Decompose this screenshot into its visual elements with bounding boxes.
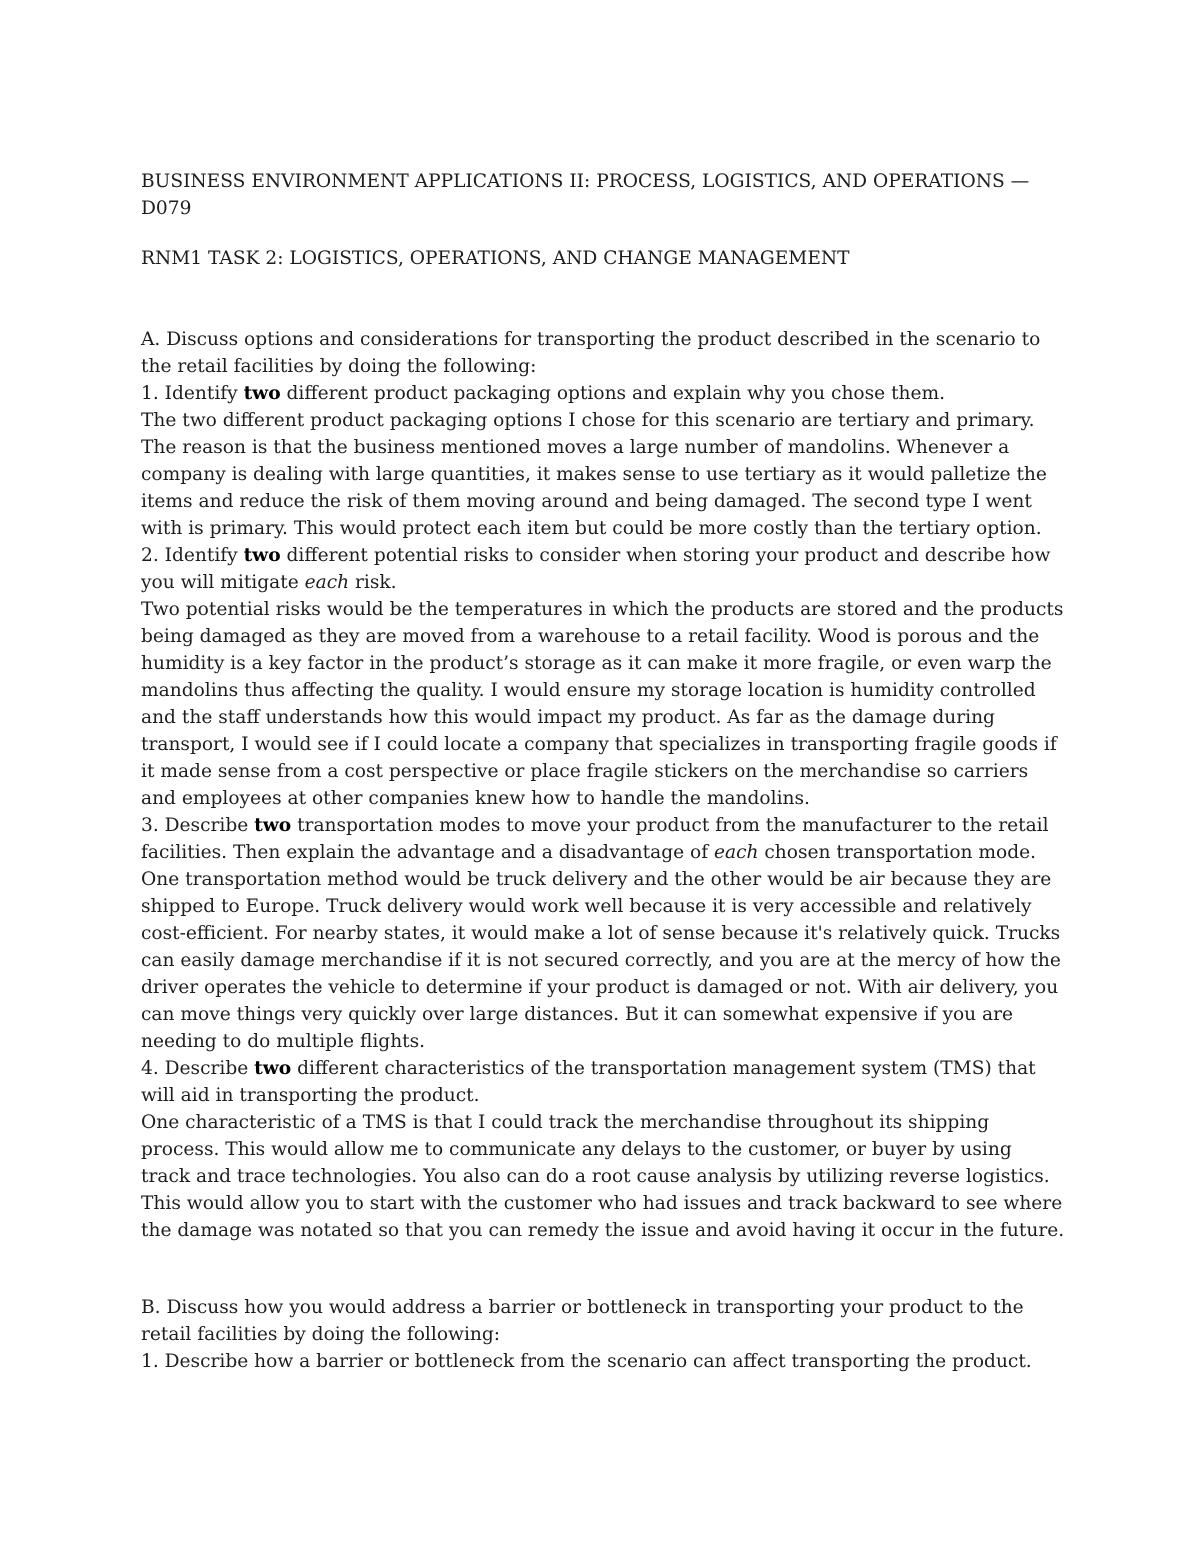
emphasis-two: two <box>243 545 281 566</box>
answer-a1: The two different product packaging options I chose for this scenario are tertiary and primary. The reason is that the business mentioned moves a large number of mandolins. Whenever a company is dealing with large quantities, it makes sense to use tertiary as it would palletize the items and reduce the risk of them moving around and being damaged. The second type I went with is primary. This would protect each item but could be more costly than the tertiary option. <box>141 410 1047 539</box>
question-a4: 4. Describe two different characteristics of the transportation management system (TMS) that will aid in transporting the product. <box>141 1058 1036 1106</box>
answer-a4: One characteristic of a TMS is that I could track the merchandise throughout its shipping process. This would allow me to communicate any delays to the customer, or buyer by using track and trace technologies. You also can do a root cause analysis by utilizing reverse logistics. This would allow you to start with the customer who had issues and track backward to see where the damage was notated so that you can remedy the issue and avoid having it occur in the future. <box>141 1112 1065 1241</box>
task-title: RNM1 TASK 2: LOGISTICS, OPERATIONS, AND CHANGE MANAGEMENT <box>141 248 850 269</box>
question-a1: 1. Identify two different product packaging options and explain why you chose them. <box>141 383 946 404</box>
emphasis-each: each <box>304 572 350 593</box>
question-a2: 2. Identify two different potential risks to consider when storing your product and describe how you will mitigate each risk. <box>141 545 1051 593</box>
emphasis-two: two <box>254 815 292 836</box>
answer-a2: Two potential risks would be the temperatures in which the products are stored and the products being damaged as they are moved from a warehouse to a retail facility. Wood is porous and the humidity is a key factor in the product’s storage as it can make it more fragile, or even warp the mandolins thus affecting the quality. I would ensure my storage location is humidity controlled and the staff understands how this would impact my product. As far as the damage during transport, I would see if I could locate a company that specializes in transporting fragile goods if it made sense from a cost perspective or place fragile stickers on the merchandise so carriers and employees at other companies knew how to handle the mandolins. <box>141 599 1064 809</box>
course-title: BUSINESS ENVIRONMENT APPLICATIONS II: PROCESS, LOGISTICS, AND OPERATIONS — D079 <box>141 171 1030 219</box>
section-b-prompt: B. Discuss how you would address a barrier or bottleneck in transporting your product to the retail facilities by doing the following: <box>141 1297 1024 1345</box>
emphasis-each: each <box>714 842 759 863</box>
question-a3: 3. Describe two transportation modes to move your product from the manufacturer to the retail facilities. Then explain the advantage and a disadvantage of each chosen transportation mode. <box>141 815 1049 863</box>
question-b1: 1. Describe how a barrier or bottleneck from the scenario can affect transporting the product. <box>141 1351 1032 1372</box>
section-a-prompt: A. Discuss options and considerations for transporting the product described in the scenario to the retail facilities by doing the following: <box>141 329 1041 377</box>
answer-a3: One transportation method would be truck delivery and the other would be air because they are shipped to Europe. Truck delivery would work well because it is very accessible and relatively cost-efficient. For nearby states, it would make a lot of sense because it's relatively quick. Trucks can easily damage merchandise if it is not secured correctly, and you are at the mercy of how the driver operates the vehicle to determine if your product is damaged or not. With air delivery, you can move things very quickly over large distances. But it can somewhat expensive if you are needing to do multiple flights. <box>141 869 1061 1052</box>
emphasis-two: two <box>254 1058 292 1079</box>
emphasis-two: two <box>243 383 281 404</box>
document-page <box>141 168 1066 1375</box>
